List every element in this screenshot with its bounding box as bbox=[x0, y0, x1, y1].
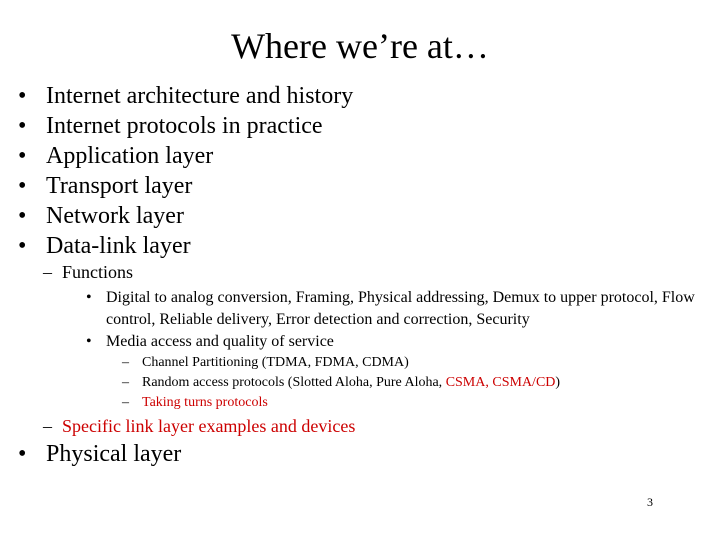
mac-item-text bbox=[142, 373, 560, 392]
list-item bbox=[18, 172, 193, 200]
list-item-text: Physical layer bbox=[46, 441, 182, 467]
function-item bbox=[86, 287, 706, 331]
bullet-icon: • bbox=[18, 173, 27, 199]
list-item-text: Transport layer bbox=[46, 173, 193, 199]
list-item-text: Data-link layer bbox=[46, 233, 191, 259]
mac-item-text: Channel Partitioning (TDMA, FDMA, CDMA) bbox=[142, 355, 409, 370]
list-item-text: Application layer bbox=[46, 143, 214, 169]
dash-icon: – bbox=[43, 416, 52, 436]
dash-icon: – bbox=[122, 395, 129, 410]
bullet-icon: • bbox=[86, 289, 92, 306]
list-item bbox=[18, 142, 214, 170]
bullet-icon: • bbox=[18, 203, 27, 229]
bullet-icon: • bbox=[18, 113, 27, 139]
dash-icon: – bbox=[122, 355, 129, 370]
bullet-icon: • bbox=[18, 83, 27, 109]
bullet-icon: • bbox=[18, 143, 27, 169]
function-item bbox=[86, 331, 706, 353]
slide-title: Where we’re at… bbox=[231, 26, 489, 66]
dash-icon: – bbox=[43, 262, 52, 282]
list-item bbox=[18, 232, 191, 260]
page-number: 3 bbox=[647, 495, 653, 509]
list-item bbox=[18, 82, 354, 110]
dash-icon: – bbox=[122, 375, 129, 390]
function-item-text: Digital to analog conversion, Framing, Physical addressing, Demux to upper protocol, Flow control, Reliable delivery, Error detection and correction, Security bbox=[106, 289, 695, 328]
bullet-icon: • bbox=[18, 441, 27, 467]
list-item bbox=[18, 112, 323, 140]
random-access-suffix: ) bbox=[555, 375, 561, 390]
list-item-text: Network layer bbox=[46, 203, 184, 229]
random-access-prefix: Random access protocols (Slotted Aloha, Pure Aloha, bbox=[142, 375, 446, 390]
sub-item-text: Specific link layer examples and devices bbox=[62, 416, 356, 436]
function-item-text: Media access and quality of service bbox=[106, 333, 334, 350]
bullet-icon: • bbox=[86, 333, 92, 350]
bullet-icon: • bbox=[18, 233, 27, 259]
mac-item-text: Taking turns protocols bbox=[142, 395, 268, 410]
sub-item-text: Functions bbox=[62, 262, 134, 282]
list-item bbox=[18, 202, 184, 230]
list-item bbox=[18, 440, 182, 468]
list-item-text: Internet protocols in practice bbox=[46, 113, 323, 139]
list-item-text: Internet architecture and history bbox=[46, 83, 354, 109]
csma-highlight: CSMA, CSMA/CD bbox=[445, 375, 556, 390]
